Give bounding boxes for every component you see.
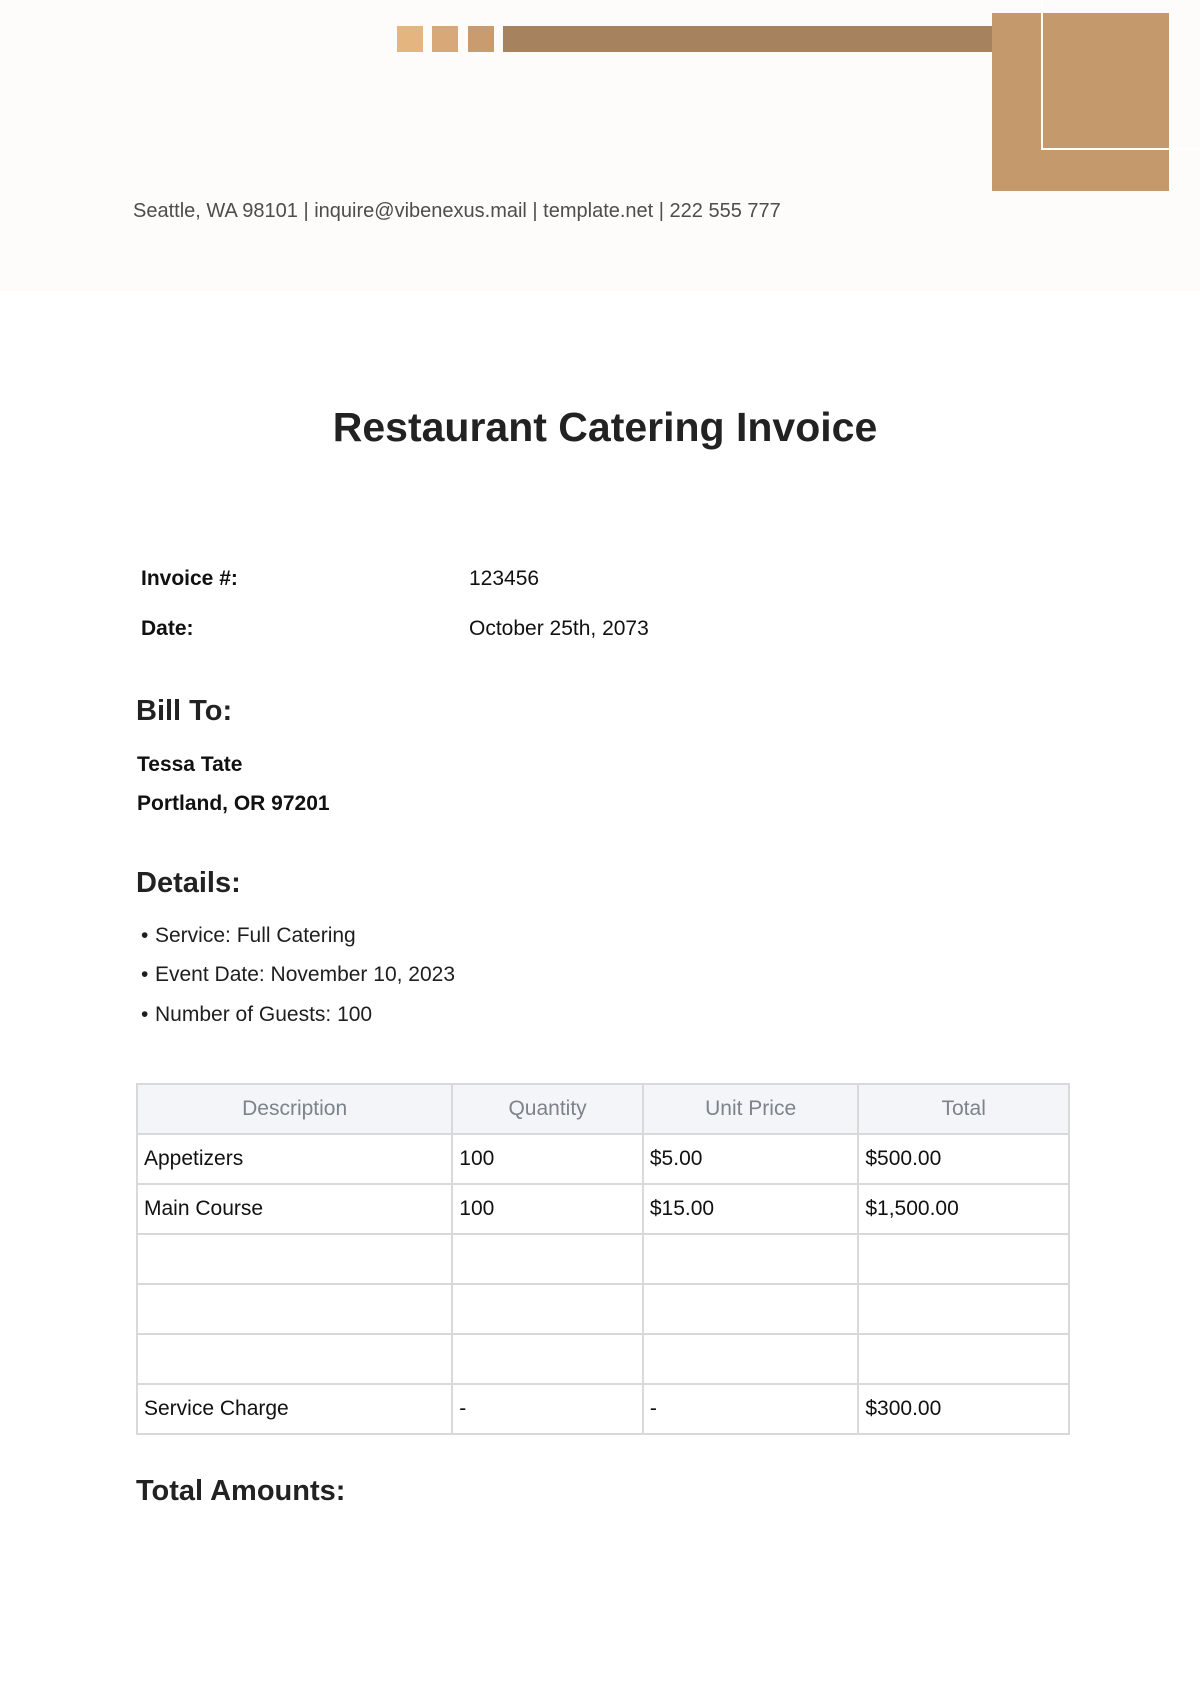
cell-unit-price: -: [643, 1384, 858, 1434]
column-header-unit-price: Unit Price: [643, 1084, 858, 1134]
invoice-number-value: 123456: [469, 567, 540, 590]
invoice-date-value: October 25th, 2073: [469, 617, 649, 640]
cell-total: [858, 1284, 1069, 1334]
contact-line: Seattle, WA 98101 | inquire@vibenexus.mail | template.net | 222 555 777: [133, 200, 781, 222]
table-header-row: [137, 1084, 1069, 1134]
details-item-text: Event Date: November 10, 2023: [155, 963, 456, 986]
column-header-quantity: Quantity: [452, 1084, 643, 1134]
details-item: [141, 1003, 372, 1027]
bill-to-name: Tessa Tate: [137, 753, 243, 776]
details-item: [141, 963, 455, 987]
cell-unit-price: $15.00: [643, 1184, 858, 1234]
page-title: Restaurant Catering Invoice: [332, 404, 878, 450]
decor-square-2: [432, 26, 458, 52]
table-row: [137, 1384, 1069, 1434]
cell-total: [858, 1234, 1069, 1284]
table-row: [137, 1234, 1069, 1284]
cell-quantity: 100: [452, 1184, 643, 1234]
cell-unit-price: [643, 1284, 858, 1334]
bill-to-address: Portland, OR 97201: [137, 792, 330, 815]
column-header-total: Total: [858, 1084, 1069, 1134]
details-item-text: Number of Guests: 100: [155, 1003, 373, 1026]
items-table: [136, 1083, 1070, 1435]
cell-unit-price: [643, 1334, 858, 1384]
invoice-date-label: Date:: [141, 617, 194, 640]
decor-square-3: [468, 26, 494, 52]
table-row: [137, 1184, 1069, 1234]
cell-description: Service Charge: [137, 1384, 452, 1434]
cell-unit-price: [643, 1234, 858, 1284]
bullet-icon: •: [141, 963, 149, 986]
cell-quantity: [452, 1234, 643, 1284]
cell-unit-price: $5.00: [643, 1134, 858, 1184]
table-row: [137, 1134, 1069, 1184]
details-item-text: Service: Full Catering: [155, 924, 356, 947]
cell-total: $500.00: [858, 1134, 1069, 1184]
cell-total: $1,500.00: [858, 1184, 1069, 1234]
cell-description: [137, 1334, 452, 1384]
details-heading: Details:: [136, 867, 241, 899]
cell-quantity: [452, 1334, 643, 1384]
cell-quantity: [452, 1284, 643, 1334]
page-header: [0, 0, 1200, 291]
cell-description: Main Course: [137, 1184, 452, 1234]
decor-frame: [1041, 0, 1200, 150]
details-item: [141, 924, 356, 948]
cell-description: [137, 1284, 452, 1334]
decor-bar: [503, 26, 993, 52]
cell-description: [137, 1234, 452, 1284]
table-row: [137, 1284, 1069, 1334]
total-amounts-heading: Total Amounts:: [136, 1475, 346, 1507]
cell-total: $300.00: [858, 1384, 1069, 1434]
cell-quantity: 100: [452, 1134, 643, 1184]
decor-square-1: [397, 26, 423, 52]
bullet-icon: •: [141, 924, 149, 947]
column-header-description: Description: [137, 1084, 452, 1134]
cell-quantity: -: [452, 1384, 643, 1434]
cell-total: [858, 1334, 1069, 1384]
bullet-icon: •: [141, 1003, 149, 1026]
invoice-number-label: Invoice #:: [141, 567, 238, 590]
cell-description: Appetizers: [137, 1134, 452, 1184]
bill-to-heading: Bill To:: [136, 695, 233, 727]
table-row: [137, 1334, 1069, 1384]
